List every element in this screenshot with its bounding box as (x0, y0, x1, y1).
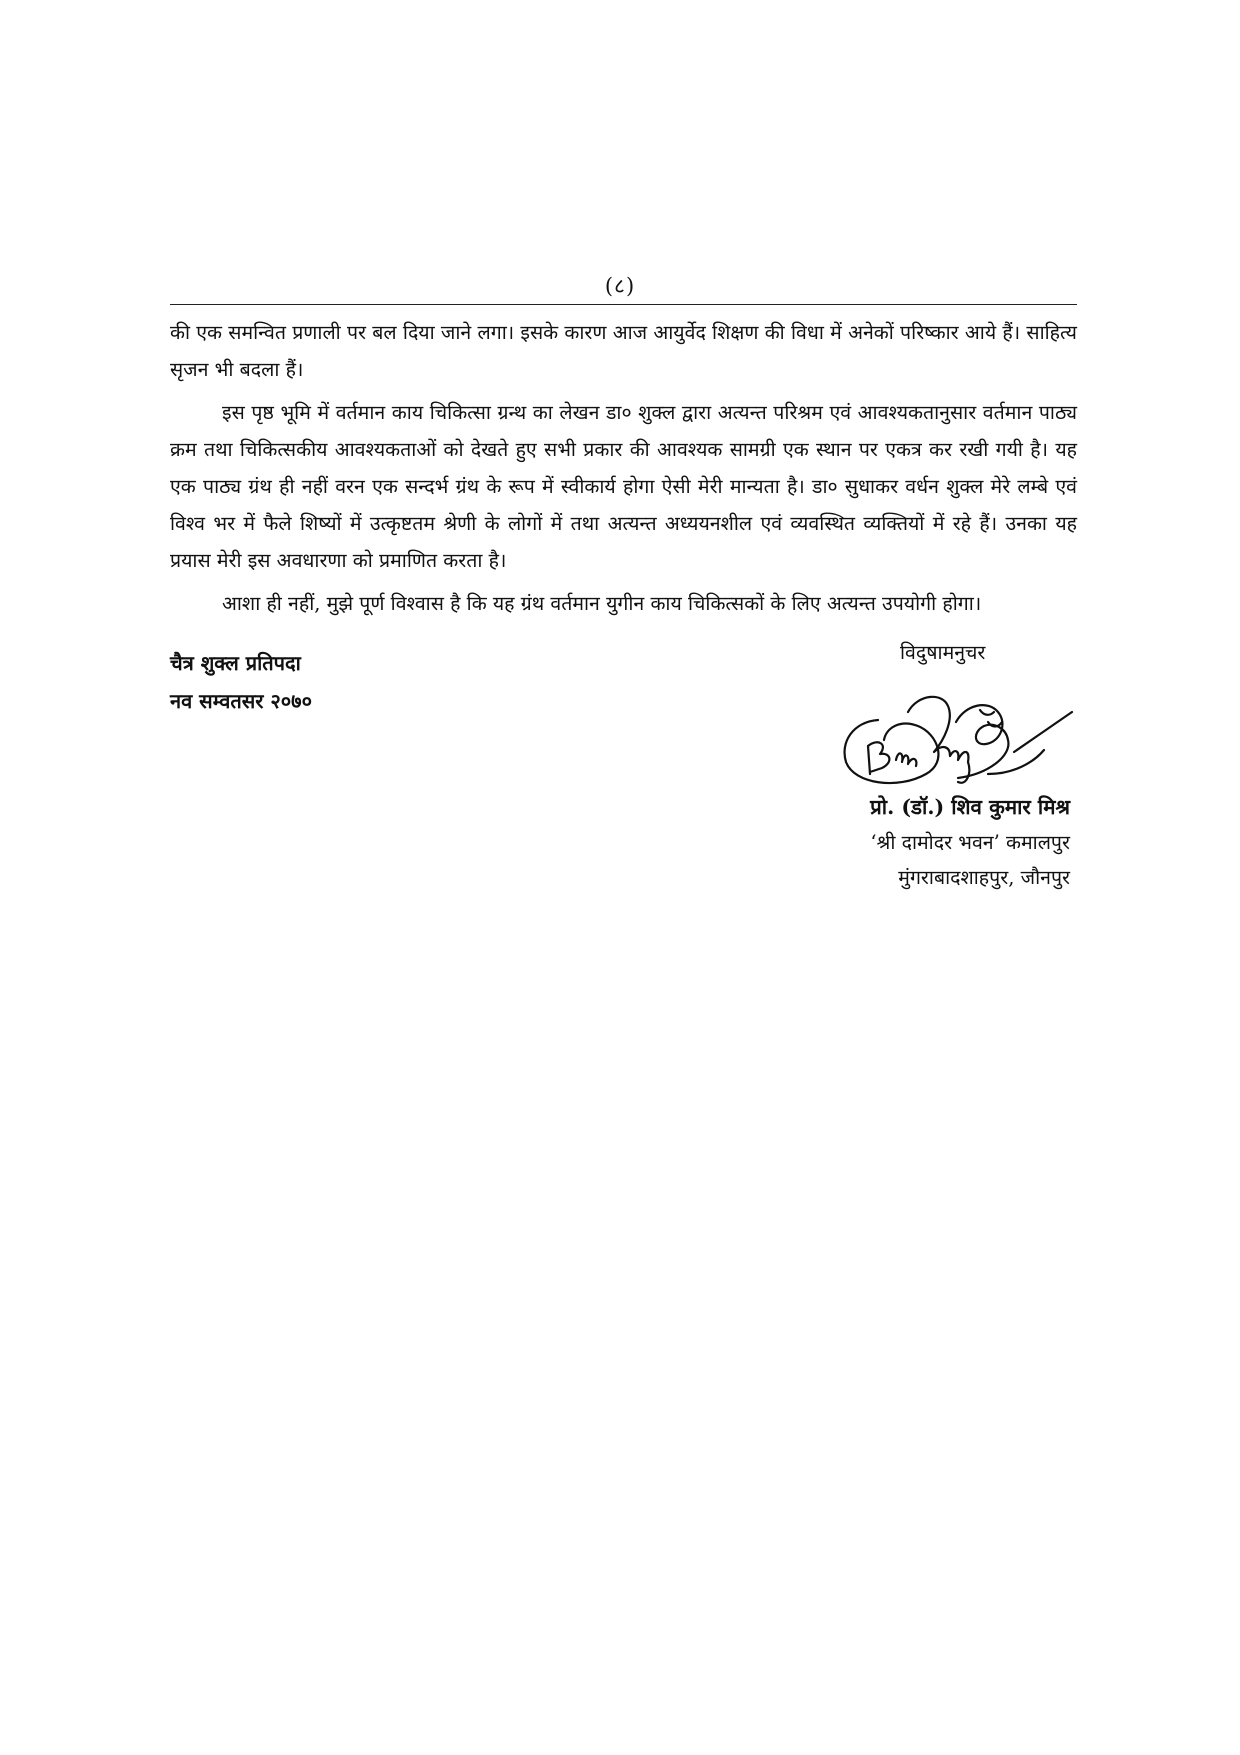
signature (838, 682, 1076, 792)
signer-block (870, 790, 1070, 895)
salutation: विदुषामनुचर (900, 641, 986, 664)
date-block (170, 644, 312, 720)
paragraph-3: आशा ही नहीं, मुझे पूर्ण विश्वास है कि यह ग्रंथ वर्तमान युगीन काय चिकित्सकों के लिए अत्यन्त उपयोगी होगा। (222, 592, 982, 615)
paragraph-2: इस पृष्ठ भूमि में वर्तमान काय चिकित्सा ग्रन्थ का लेखन डा० शुक्ल द्वारा अत्यन्त परिश्रम एवं आवश्यकतानुसार वर्तमान पाठ्य क्रम तथा चिकित्सकीय आवश्यकताओं को देखते हुए सभी प्रकार की आवश्यक सामग्री एक स्थान पर एकत्र कर रखी गयी है। यह एक पाठ्य ग्रंथ ही नहीं वरन एक सन्दर्भ ग्रंथ के रूप में स्वीकार्य होगा ऐसी मेरी मान्यता है। डा० सुधाकर वर्धन शुक्ल मेरे लम्बे एवं विश्व भर में फैले शिष्यों में उत्कृष्टतम श्रेणी के लोगों में तथा अत्यन्त अध्ययनशील एवं व्यवस्थित व्यक्तियों में रहे हैं। उनका यह प्रयास मेरी इस अवधारणा को प्रमाणित करता है। (170, 401, 1077, 572)
paragraph-1: की एक समन्वित प्रणाली पर बल दिया जाने लगा। इसके कारण आज आयुर्वेद शिक्षण की विधा में अनेकों परिष्कार आये हैं। साहित्य सृजन भी बदला हैं। (170, 321, 1077, 381)
date-line-1: चैत्र शुक्ल प्रतिपदा (170, 651, 301, 675)
signer-address-line-2: मुंगराबादशाहपुर, जौनपुर (898, 866, 1070, 889)
signer-name: प्रो. (डॉ.) शिव कुमार मिश्र (870, 795, 1070, 819)
signer-address-line-1: ‘श्री दामोदर भवन’ कमालपुर (870, 831, 1070, 854)
header-rule (170, 304, 1077, 305)
page-number: (८) (604, 274, 636, 298)
date-line-2: नव सम्वतसर २०७० (170, 689, 312, 713)
body-text (170, 314, 1077, 628)
